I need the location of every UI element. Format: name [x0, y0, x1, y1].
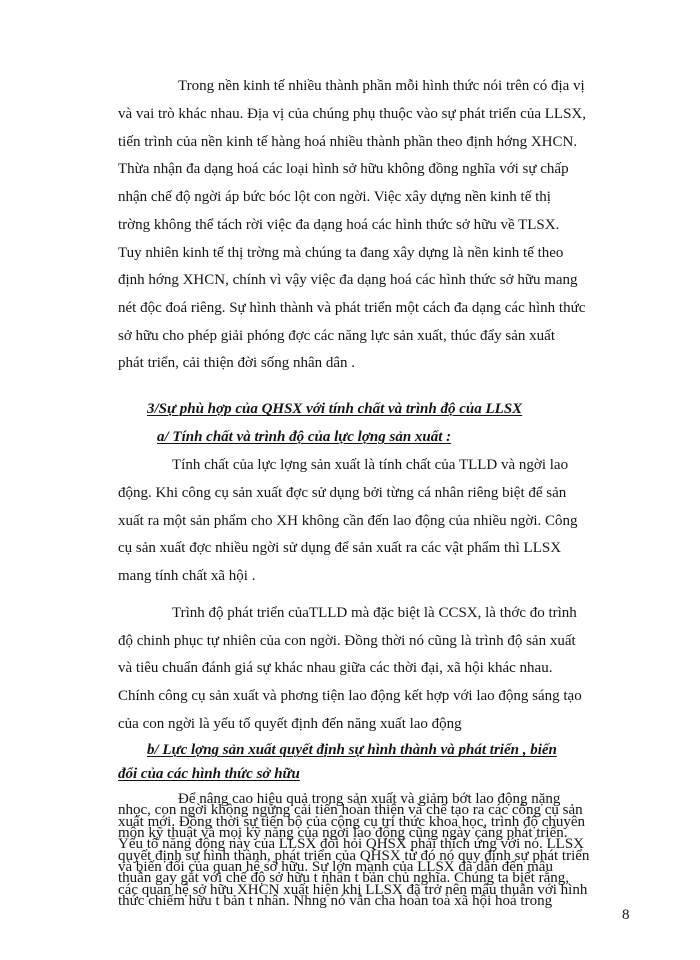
- text-line: xuất mới. Đồng thời sự tiến bộ của công cụ tri thức khoa học, trình độ chuyên: [118, 813, 586, 830]
- subsection-heading-b-continued: đổi của các hình thức sở hữu: [118, 766, 300, 782]
- text-line: cụ sản xuất đợc nhiều ngời sử dụng để sản xuất ra các vật phẩm thì LLSX: [118, 540, 562, 556]
- text-line: và biến đổi của quan hệ sở hữu. Sự lớn mạnh của LLSX đã dẫn đến mâu: [118, 859, 553, 875]
- text-line: phát triển, cải thiện đời sống nhân dân .: [118, 355, 356, 371]
- text-line: của con ngời là yếu tố quyết định đến năng xuất lao động: [118, 716, 462, 732]
- text-line: Tính chất của lực lợng sản xuất là tính chất của TLLD và ngời lao: [172, 457, 569, 473]
- text-line: Trong nền kinh tế nhiều thành phần mỗi hình thức nói trên có địa vị: [178, 78, 585, 94]
- text-line: động. Khi công cụ sản xuất đợc sử dụng bởi từng cá nhân riêng biệt để sản: [118, 485, 567, 501]
- page-number: 8: [622, 907, 630, 923]
- text-line: thức chiếm hữu t bản t nhân. Nhng nó vẫn cha hoàn toà xã hội hoá trong: [118, 893, 553, 909]
- text-line: nét độc đoá riêng. Sự hình thành và phát triển một cách đa dạng các hình thức: [118, 300, 586, 316]
- text-line: tiến trình của nền kinh tế hàng hoá nhiều thành phần theo định hớng XHCN.: [118, 134, 578, 150]
- text-line: Thừa nhận đa dạng hoá các loại hình sở hữu không đồng nghĩa với sự chấp: [118, 161, 569, 177]
- text-line: sở hữu cho phép giải phóng đợc các năng lực sản xuất, thúc đẩy sản xuất: [118, 328, 556, 344]
- text-line: Tuy nhiên kinh tế thị trờng mà chúng ta đang xây dựng là nền kinh tế theo: [118, 245, 564, 261]
- text-line: và vai trò khác nhau. Địa vị của chúng phụ thuộc vào sự phát triển của LLSX,: [118, 106, 586, 122]
- text-line: Yếu tố năng động này của LLSX đòi hỏi QHSX phải thích ứng với nó. LLSX: [118, 836, 585, 853]
- text-line: trờng không thể tách rời việc đa dạng hoá các hình thức sở hữu về TLSX.: [118, 217, 560, 233]
- text-line: Trình độ phát triển củaTLLD mà đặc biệt là CCSX, là thớc đo trình: [172, 605, 577, 621]
- text-line: thuẫn gay gắt với chế độ sở hữu t nhân t bản chủ nghĩa. Chúng ta biết rằng,: [118, 870, 569, 887]
- text-line: định hớng XHCN, chính vì vậy việc đa dạng hoá các hình thức sở hữu mang: [118, 272, 578, 288]
- text-line: và tiêu chuẩn đánh giá sự khác nhau giữa các thời đại, xã hội khác nhau.: [118, 660, 553, 676]
- subsection-heading-b: b/ Lực lợng sản xuất quyết định sự hình thành và phát triển , biến: [147, 742, 557, 758]
- text-line: Chính công cụ sản xuất và phơng tiện lao động kết hợp với lao động sáng tạo: [118, 688, 582, 704]
- text-line: quyết định sự hình thành, phát triển của QHSX từ đó nó quy định sự phát triển: [118, 847, 590, 864]
- text-line: môn kỹ thuật và mọi kỹ năng của ngời lao động cũng ngày càng phát triển.: [118, 825, 568, 841]
- text-line: xuất ra một sản phẩm cho XH không cần đến lao động của nhiều ngời. Công: [118, 513, 578, 529]
- text-line: nhọc, con ngời không ngừng cải tiến hoàn thiện và chế tạo ra các công cụ sản: [118, 802, 583, 819]
- text-line: các quan hệ sở hữu XHCN xuất hiện khi LLSX đã trở nên mâu thuẫn với hình: [118, 881, 588, 898]
- subsection-heading-a: a/ Tính chất và trình độ của lực lợng sản xuất :: [157, 429, 452, 445]
- text-line: mang tính chất xã hội .: [118, 568, 256, 584]
- section-heading: 3/Sự phù hợp của QHSX với tính chất và trình độ của LLSX: [147, 401, 523, 417]
- text-line: Để nâng cao hiệu quả trong sản xuất và giảm bớt lao động nặng: [178, 791, 561, 807]
- text-line: độ chinh phục tự nhiên của con ngời. Đồng thời nó cũng là trình độ sản xuất: [118, 633, 576, 649]
- text-line: nhận chế độ ngời áp bức bóc lột con ngời. Việc xây dựng nền kinh tế thị: [118, 189, 551, 205]
